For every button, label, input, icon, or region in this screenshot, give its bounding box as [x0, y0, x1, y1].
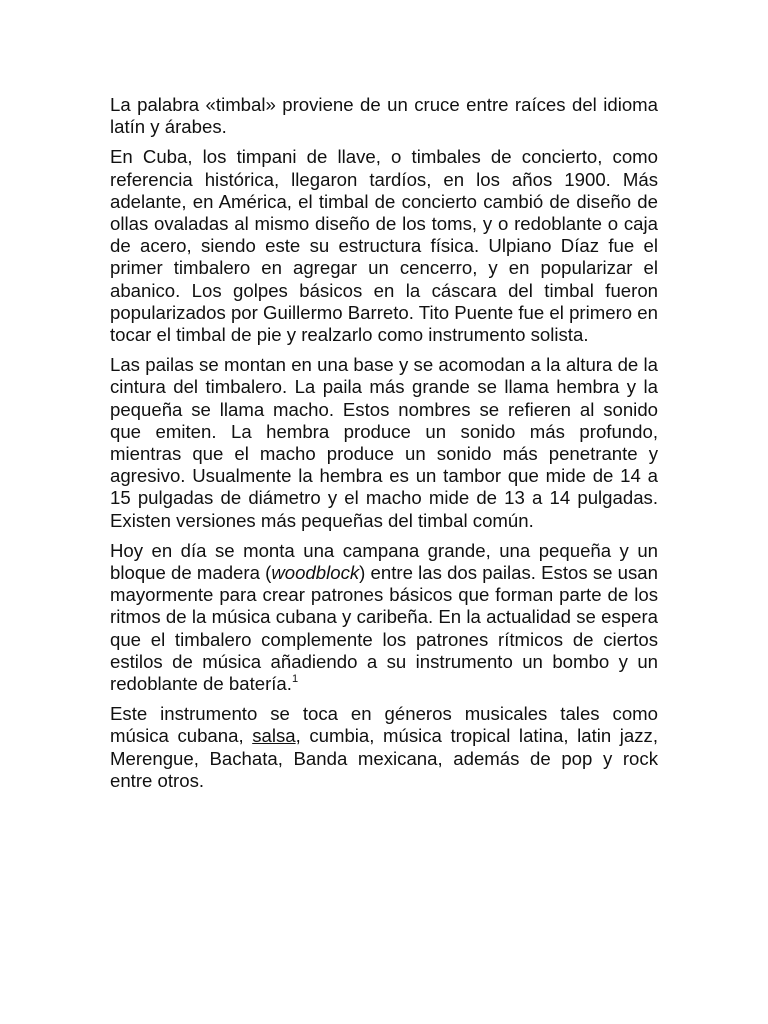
- paragraph-genres: [110, 703, 658, 792]
- salsa-link[interactable]: salsa: [252, 725, 296, 747]
- paragraph-accessories: [110, 540, 658, 695]
- paragraph-genres-text-cont: , cumbia, música tropical latina, latin jazz, Merengue, Bachata, Banda mexicana, además de pop y rock entre otros.: [110, 725, 659, 791]
- paragraph-etymology: La palabra «timbal» proviene de un cruce entre raíces del idioma latín y árabes.: [110, 94, 658, 138]
- paragraph-genres-text: Este instrumento se toca en géneros musicales tales como música cubana,: [110, 703, 658, 747]
- paragraph-history: En Cuba, los timpani de llave, o timbales de concierto, como referencia histórica, llegaron tardíos, en los años 1900. Más adelante, en América, el timbal de concierto cambió de diseño de ollas ovaladas al mismo diseño de los toms, y o redoblante o caja de acero, siendo este su estructura física. Ulpiano Díaz fue el primer timbalero en agregar un cencerro, y en popularizar el abanico. Los golpes básicos en la cáscara del timbal fueron popularizados por Guillermo Barreto. Tito Puente fue el primero en tocar el timbal de pie y realzarlo como instrumento solista.: [110, 146, 658, 346]
- woodblock-term: woodblock: [271, 562, 360, 584]
- paragraph-pailas: Las pailas se montan en una base y se acomodan a la altura de la cintura del timbalero. La paila más grande se llama hembra y la pequeña se llama macho. Estos nombres se refieren al sonido que emiten. La hembra produce un sonido más profundo, mientras que el macho produce un sonido más penetrante y agresivo. Usualmente la hembra es un tambor que mide de 14 a 15 pulgadas de diámetro y el macho mide de 13 a 14 pulgadas. Existen versiones más pequeñas del timbal común.: [110, 354, 658, 531]
- document-page: [110, 94, 658, 800]
- footnote-marker[interactable]: 1: [291, 672, 299, 685]
- paragraph-accessories-text-cont: ) entre las dos pailas. Estos se usan mayormente para crear patrones básicos que forman parte de los ritmos de la música cubana y caribeña. En la actualidad se espera que el timbalero complemente los patrones rítmicos de ciertos estilos de música añadiendo a su instrumento un bombo y un redoblante de batería.: [110, 562, 658, 695]
- paragraph-accessories-text: Hoy en día se monta una campana grande, una pequeña y un bloque de madera (: [110, 539, 658, 584]
